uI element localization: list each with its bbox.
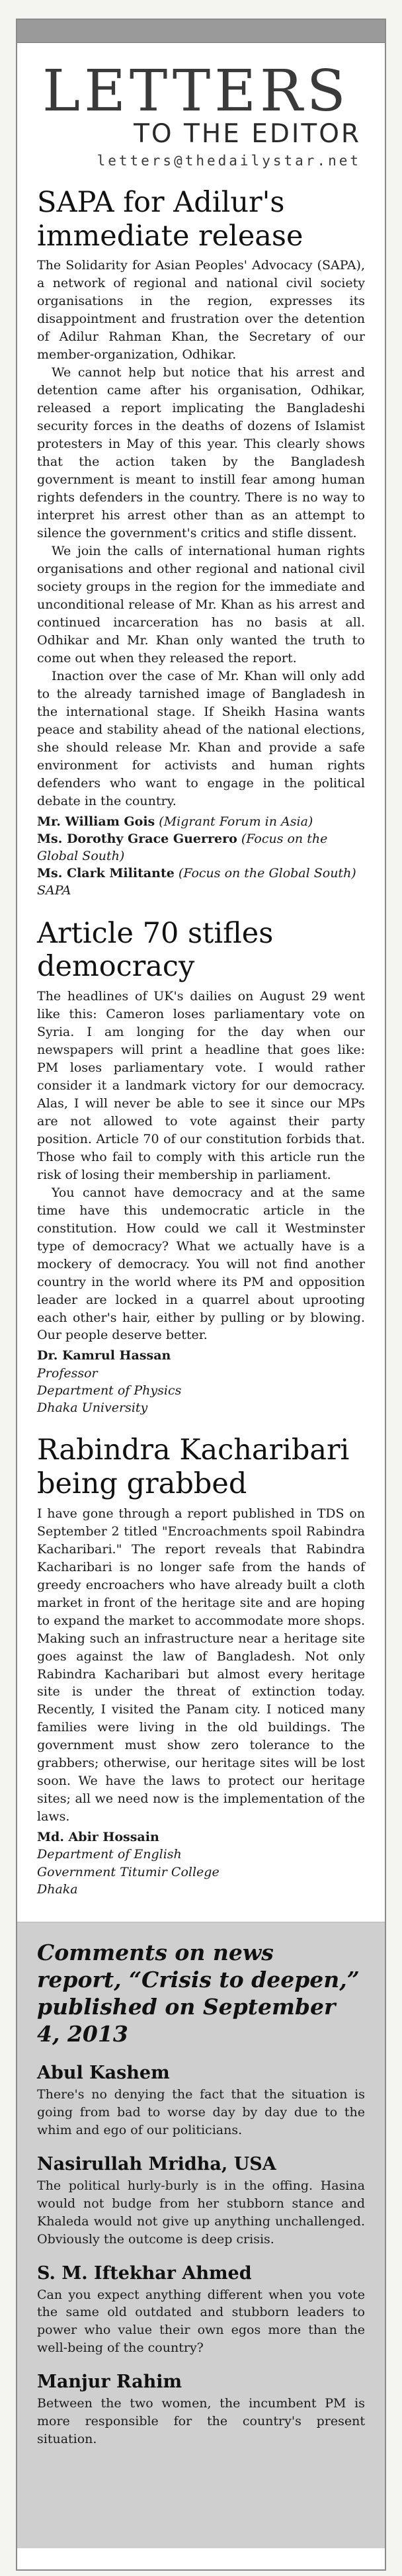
letter-signature: [37, 1828, 365, 1898]
letter-paragraph: You cannot have democracy and at the same time have this undemocratic article in the constitution. How could we call it Westminster type of democracy? What we actually have is a mockery of democracy. You will not find another country in the world where its PM and opposition leader are locked in a quarrel about uprooting each other's hair, either by pulling or by blowing. Our people deserve better.: [37, 1185, 365, 1343]
letter-signature: [37, 813, 365, 900]
editor-email[interactable]: letters@thedailystar.net: [97, 153, 361, 169]
author-detail: Department of English: [37, 1847, 182, 1862]
letter-paragraph: The headlines of UK's dailies on August 29 went like this: Cameron loses parliamentary vote on Syria. I am longing for the day when our newspapers will print a headline that goes like: PM loses parliamentary vote. I would rather consider it a landmark victory for our democracy. Alas, I will never be able to see it since our MPs are not allowed to vote against their party position. Article 70 of our constitution forbids that. Those who fail to comply with this article run the risk of losing their membership in parliament.: [37, 989, 365, 1182]
letter-title: Rabindra Kacharibari being grabbed: [37, 1434, 350, 1501]
letters-column: [16, 19, 386, 2571]
masthead-title: LETTERS: [42, 58, 350, 124]
author-detail: Dhaka: [37, 1881, 78, 1897]
letter-title: SAPA for Adilur's immediate release: [37, 186, 303, 253]
comment-text: The political hurly-burly is in the offing. Hasina would not budge from her stubborn stance and Khaleda would not give up anything unchallenged. Obviously the outcome is deep crisis.: [37, 2178, 365, 2247]
comments-title: Comments on news report, “Crisis to deepen,” published on September 4, 2013: [37, 1940, 360, 2047]
masthead-subtitle: TO THE EDITOR: [134, 119, 361, 149]
letter-paragraph: The Solidarity for Asian Peoples' Advocacy (SAPA), a network of regional and national civil society organisations in the region, expresses its disappointment and frustration over the detention of Adilur Rahman Khan, the Secretary of our member-organization, Odhikar.: [37, 258, 365, 363]
letter-article-70: [37, 917, 365, 1417]
letter-paragraph: We cannot help but notice that his arrest and detention came after his organisation, Odhikar, released a report implicating the Bangladeshi security forces in the deaths of dozens of Islamist protesters in May of this year. This clearly shows that the action taken by the Bangladesh government is meant to instill fear among human rights defenders in the country. There is no way to interpret his arrest other than as an attempt to silence the government's critics and stifle dissent.: [37, 365, 365, 540]
commenter-name: Nasirullah Mridha, USA: [37, 2153, 276, 2174]
signatory-affiliation: (Migrant Forum in Asia): [159, 814, 313, 829]
author-name: Dr. Kamrul Hassan: [37, 1348, 171, 1363]
signatory-name: Mr. William Gois: [37, 814, 155, 829]
author-detail: Department of Physics: [37, 1383, 182, 1398]
author-detail: Professor: [37, 1365, 98, 1381]
signatory: [37, 830, 365, 865]
comment-item: [37, 2263, 365, 2358]
comment-item: [37, 2063, 365, 2139]
letters-content: [17, 186, 385, 1898]
commenter-name: S. M. Iftekhar Ahmed: [37, 2262, 252, 2284]
signatory: [37, 813, 365, 830]
signatory-affiliation: (Focus on the Global South): [178, 866, 356, 881]
signatory-name: Ms. Dorothy Grace Guerrero: [37, 831, 237, 846]
signatory-organisation: SAPA: [37, 883, 71, 898]
signatory-affiliation: (Focus on the Global South): [37, 831, 328, 863]
letter-rabindra-kacharibari: [37, 1434, 365, 1898]
comment-text: Can you expect anything different when you vote the same old outdated and stubborn leaders to power who value their own egos more than the well-being of the country?: [37, 2287, 365, 2356]
commenter-name: Abul Kashem: [37, 2062, 170, 2083]
letter-signature: [37, 1347, 365, 1416]
comment-text: Between the two women, the incumbent PM is more responsible for the country's present situation.: [37, 2396, 365, 2447]
author-detail: Government Titumir College: [37, 1864, 220, 1879]
signatory: [37, 865, 365, 882]
top-bar: [17, 20, 385, 43]
masthead: [17, 43, 385, 169]
comment-item: [37, 2372, 365, 2448]
comment-text: There's no denying the fact that the situation is going from bad to worse day by day due to the whim and ego of our politicians.: [37, 2086, 365, 2137]
signatory-name: Ms. Clark Militante: [37, 866, 175, 881]
letter-title: Article 70 stifles democracy: [37, 916, 274, 984]
letter-paragraph: We join the calls of international human rights organisations and other regional and national civil society groups in the region for the immediate and unconditional release of Mr. Khan as his arrest and continued incarceration has no basis at all. Odhikar and Mr. Khan only wanted the truth to come out when they released the report.: [37, 543, 365, 665]
author-name: Md. Abir Hossain: [37, 1830, 159, 1845]
author-detail: Dhaka University: [37, 1400, 148, 1416]
comments-section: [17, 1922, 385, 2548]
comment-item: [37, 2154, 365, 2249]
letter-paragraph: I have gone through a report published in TDS on September 2 titled "Encroachments spoil Rabindra Kacharibari." The report reveals that Rabindra Kacharibari is no longer safe from the hands of greedy encroachers who have already built a cloth market in front of the heritage site and are hoping to expand the market to accommodate more shops. Making such an infrastructure near a heritage site goes against the law of Bangladesh. Not only Rabindra Kacharibari but almost every heritage site is under the threat of extinction today. Recently, I visited the Panam city. I noticed many families were living in the old buildings. The government must show zero tolerance to the grabbers; otherwise, our heritage sites will be lost soon. We have the laws to protect our heritage sites; all we need now is the implementation of the laws.: [37, 1506, 365, 1825]
letter-paragraph: Inaction over the case of Mr. Khan will only add to the already tarnished image of Bangladesh in the international stage. If Sheikh Hasina wants peace and stability ahead of the national elections, she should release Mr. Khan and provide a safe environment for activists and human rights defenders who want to engage in the political debate in the country.: [37, 668, 365, 808]
letter-sapa: [37, 186, 365, 900]
commenter-name: Manjur Rahim: [37, 2372, 182, 2393]
